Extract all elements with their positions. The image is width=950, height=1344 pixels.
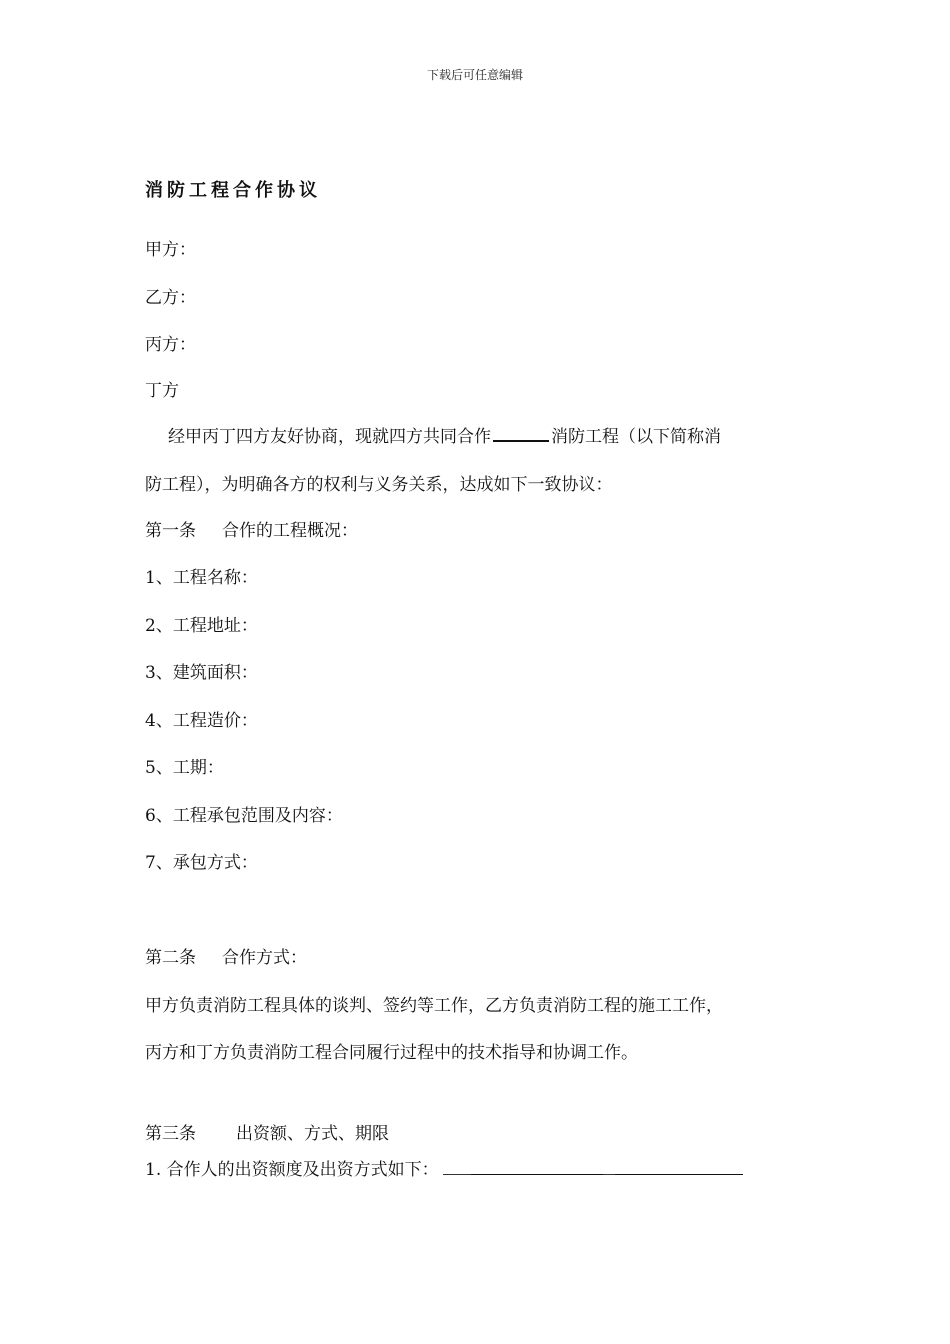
article-1-item: 1、工程名称： — [145, 568, 258, 588]
article-3-item-1 — [145, 1155, 743, 1180]
article-1-label: 第一条 — [145, 521, 196, 541]
article-1-item: 6、工程承包范围及内容： — [145, 806, 343, 826]
article-1-heading — [145, 516, 358, 541]
article-1-item: 2、工程地址： — [145, 616, 258, 636]
intro-line-2: 防工程），为明确各方的权利与义务关系，达成如下一致协议： — [145, 475, 613, 495]
article-1-item: 4、工程造价： — [145, 711, 258, 731]
party-a-label: 甲方： — [145, 240, 196, 260]
intro-text-part2: 消防工程（以下简称消 — [551, 427, 721, 447]
article-3-heading — [145, 1119, 389, 1144]
article-2-line-2: 丙方和丁方负责消防工程合同履行过程中的技术指导和协调工作。 — [145, 1043, 638, 1063]
contribution-blank — [443, 1160, 743, 1180]
article-3-item-1-text: 1. 合作人的出资额度及出资方式如下： — [145, 1160, 439, 1180]
article-2-name: 合作方式： — [222, 948, 307, 968]
article-2-label: 第二条 — [145, 948, 196, 968]
article-3-label: 第三条 — [145, 1124, 196, 1144]
article-1-item: 7、承包方式： — [145, 853, 258, 873]
project-name-blank — [493, 426, 549, 442]
intro-line-1 — [168, 422, 721, 447]
article-2-line-1: 甲方负责消防工程具体的谈判、签约等工作，乙方负责消防工程的施工工作， — [145, 996, 723, 1016]
intro-text-part1: 经甲丙丁四方友好协商，现就四方共同合作 — [168, 427, 491, 447]
article-1-item: 5、工期： — [145, 758, 224, 778]
party-b-label: 乙方： — [145, 288, 196, 308]
article-1-name: 合作的工程概况： — [222, 521, 358, 541]
page-header: 下载后可任意编辑 — [426, 68, 523, 82]
party-d-label: 丁方 — [145, 381, 179, 401]
article-1-item: 3、建筑面积： — [145, 663, 258, 683]
document-title: 消防工程合作协议 — [145, 180, 321, 201]
article-2-heading — [145, 943, 307, 968]
article-3-name: 出资额、方式、期限 — [236, 1124, 389, 1144]
party-c-label: 丙方： — [145, 335, 196, 355]
